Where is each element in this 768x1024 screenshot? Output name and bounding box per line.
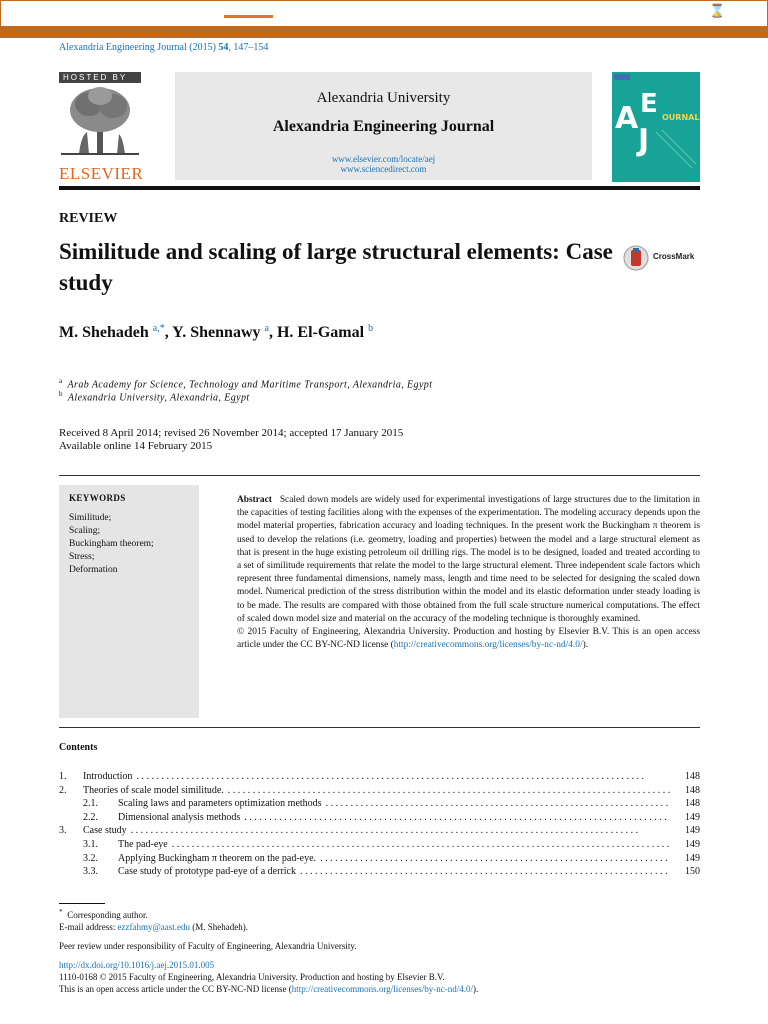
journal-header: [59, 70, 700, 186]
author-list: M. Shehadeh $^{a,*}$, Y. Shennawy $^a$, H. El-Gamal $^b$: [59, 323, 374, 341]
author-name: Y. Shennawy: [172, 324, 261, 341]
issn-line: 1110-0168 © 2015 Faculty of Engineering, Alexandria University. Production and hosting by Elsevier B.V.: [59, 972, 445, 982]
svg-text:E: E: [640, 89, 658, 119]
received-dates: Received 8 April 2014; revised 26 November 2014; accepted 17 January 2015: [59, 427, 404, 439]
toc-entry[interactable]: [59, 797, 700, 811]
citation-pages: , 147–154: [228, 42, 269, 53]
toc-number: 3.2.: [83, 852, 98, 864]
crossmark-icon: [623, 244, 649, 272]
keyword: Stress;: [69, 552, 95, 562]
license-link[interactable]: http://creativecommons.org/licenses/by-nc-nd/4.0/: [291, 984, 473, 994]
keyword: Similitude;: [69, 513, 112, 523]
keyword: Deformation: [69, 565, 118, 575]
contents-heading: Contents: [59, 742, 98, 753]
toc-leader: [127, 824, 670, 838]
toc-title: Case study of prototype pad-eye of a derrick: [118, 866, 296, 878]
toc-number: 2.: [59, 784, 67, 796]
keywords-box: [59, 485, 199, 718]
crossmark-label: CrossMark: [653, 252, 695, 261]
paper-title: Similitude and scaling of large structural elements: Case study: [59, 239, 613, 295]
citation-journal: Alexandria Engineering Journal (2015): [59, 42, 216, 53]
toc-page: 149: [685, 838, 700, 850]
section-divider: [59, 727, 700, 728]
toc-title: The pad-eye: [118, 838, 168, 850]
affiliation: [59, 377, 432, 390]
toc-entry[interactable]: [59, 784, 700, 798]
email-link[interactable]: ezzfahmy@aast.edu: [117, 922, 190, 932]
affiliation-mark: b: [59, 390, 63, 398]
toc-title: Scaling laws and parameters optimization methods: [118, 798, 322, 810]
author-affiliation-mark[interactable]: a: [264, 323, 269, 334]
toc-page: 149: [685, 825, 700, 837]
email-note: E-mail address: ezzfahmy@aast.edu (M. Shehadeh).: [59, 922, 248, 932]
toc-entry[interactable]: [59, 865, 700, 879]
author-affiliation-mark[interactable]: a,*: [152, 323, 165, 334]
toc-leader: [296, 865, 670, 879]
university-name: Alexandria University: [316, 90, 451, 106]
toc-page: 148: [685, 784, 700, 796]
journal-citation[interactable]: [59, 42, 268, 53]
article-dates: [59, 427, 403, 453]
toc-title: Case study: [83, 825, 127, 837]
toc-number: 3.1.: [83, 838, 98, 850]
toc-title: Theories of scale model similitude.: [83, 784, 224, 796]
journal-title-box: [175, 72, 592, 180]
toc-title: Dimensional analysis methods: [118, 811, 241, 823]
article-type: REVIEW: [59, 211, 118, 226]
toc-number: 1.: [59, 771, 67, 782]
toc-page: 148: [685, 798, 700, 810]
footnote-divider: [59, 903, 105, 904]
abstract-text: Scaled down models are widely used for experimental investigations of large structures due to the limitation in the capacities of testing facilities along with the expenses of the experimentation. The modeling accuracy depends upon the model material properties, fabrication accuracy and loading techniques. In the present work the Buckingham π theorem is used to develop the relations (i.e. geometry, loading and properties) between the model and a large structural element as that is present in the huge existing petroleum oil drilling rigs. The model is to be designed, loaded and treated according to a set of similitude requirements that relate the model to the large structural element. Three independent scale factors which represent three fundamental dimensions, namely mass, length and time need to be selected for designing the scaled down model. Numerical prediction of the stress distribution within the model and its elastic deformation under steady loading is to be made. The results are compared with those obtained from the full scale structure numerical computations. The effect of scaled down model size and material on the accuracy of the modeling technique is thoroughly examined.: [237, 495, 700, 624]
author-name: M. Shehadeh: [59, 324, 149, 341]
active-tab-indicator[interactable]: [224, 15, 273, 18]
abstract-label: Abstract: [237, 495, 272, 505]
keyword: Scaling;: [69, 526, 101, 536]
affiliation: [59, 390, 250, 403]
toc-title: Applying Buckingham π theorem on the pad-eye.: [118, 852, 317, 864]
crossmark-badge[interactable]: [623, 244, 703, 272]
doi-link[interactable]: http://dx.doi.org/10.1016/j.aej.2015.01.005: [59, 960, 215, 970]
toc-leader: [224, 784, 670, 798]
toc-number: 2.2.: [83, 811, 98, 823]
elsevier-tree-logo: [59, 84, 141, 156]
toc-leader: [240, 811, 670, 825]
license-link[interactable]: http://creativecommons.org/licenses/by-nc-nd/4.0/: [393, 640, 583, 651]
toc-page: 148: [685, 771, 700, 782]
svg-text:A: A: [615, 101, 639, 136]
journal-url-sciencedirect[interactable]: www.sciencedirect.com: [340, 164, 427, 174]
toc-entry[interactable]: [59, 770, 700, 784]
toc-leader: [168, 838, 670, 852]
viewer-toolbar: [0, 0, 768, 38]
toc-number: 3.3.: [83, 866, 98, 878]
journal-url-elsevier[interactable]: www.elsevier.com/locate/aej: [331, 154, 436, 164]
header-divider: [59, 186, 700, 190]
footnote-mark: *: [59, 907, 63, 916]
footnotes: [59, 906, 700, 995]
toc-entry[interactable]: [59, 852, 700, 866]
affiliation-text: Arab Academy for Science, Technology and Maritime Transport, Alexandria, Egypt: [67, 379, 433, 391]
journal-cover-image: [612, 72, 700, 182]
toc-entry[interactable]: [59, 824, 700, 838]
affiliation-text: Alexandria University, Alexandria, Egypt: [67, 392, 250, 404]
elsevier-wordmark: ELSEVIER: [59, 164, 144, 183]
toc-leader: [322, 797, 670, 811]
abstract: [237, 494, 700, 652]
toc-leader: [132, 770, 670, 784]
peer-review-note: Peer review under responsibility of Faculty of Engineering, Alexandria University.: [59, 941, 357, 951]
author-name: H. El-Gamal: [276, 324, 365, 341]
section-divider: [59, 475, 700, 476]
toc-page: 150: [685, 866, 700, 878]
corresponding-author-note: * Corresponding author.: [59, 907, 148, 920]
toc-leader: [316, 852, 670, 866]
keywords-heading: KEYWORDS: [69, 493, 126, 503]
abstract-body: [237, 494, 700, 626]
hosted-by-label: HOSTED BY: [59, 72, 141, 83]
affiliation-mark: a: [59, 377, 63, 385]
toc-entry[interactable]: [59, 811, 700, 825]
table-of-contents: [59, 770, 700, 879]
cover-journal-text: OURNAL: [662, 113, 700, 122]
journal-name: Alexandria Engineering Journal: [272, 118, 495, 135]
citation-volume: 54: [218, 42, 229, 53]
abstract-copyright: © 2015 Faculty of Engineering, Alexandria University. Production and hosting by Elsevier B.V. This is an open access article under the CC BY-NC-ND license (http://creativecommons.org/licenses/by-nc-nd/4.0/).: [237, 627, 700, 651]
toc-page: 149: [685, 811, 700, 823]
svg-text:J: J: [638, 123, 650, 158]
keyword: Buckingham theorem;: [69, 539, 154, 549]
available-online-date: Available online 14 February 2015: [59, 440, 213, 452]
toc-page: 149: [685, 852, 700, 864]
hourglass-icon[interactable]: ⌛: [709, 4, 726, 19]
toc-title: Introduction: [83, 771, 133, 782]
toc-number: 3.: [59, 825, 67, 837]
toc-number: 2.1.: [83, 798, 98, 810]
toc-entry[interactable]: [59, 838, 700, 852]
author-affiliation-mark[interactable]: b: [368, 323, 374, 334]
open-access-note: This is an open access article under the CC BY-NC-ND license (http://creativecommons.org/licenses/by-nc-nd/4.0/).: [59, 984, 479, 994]
